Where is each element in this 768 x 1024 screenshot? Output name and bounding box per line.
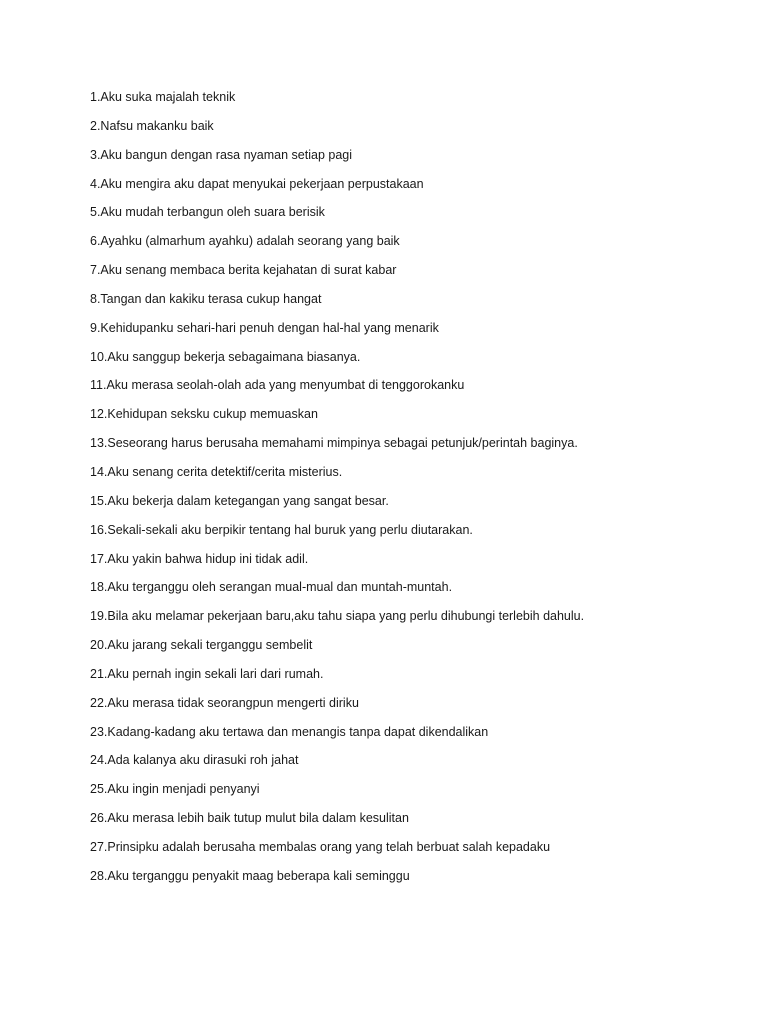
- statement-item: 12.Kehidupan seksku cukup memuaskan: [90, 407, 318, 422]
- statement-item: 26.Aku merasa lebih baik tutup mulut bila dalam kesulitan: [90, 811, 409, 826]
- statement-item: 22.Aku merasa tidak seorangpun mengerti diriku: [90, 695, 359, 710]
- statement-item: 15.Aku bekerja dalam ketegangan yang sangat besar.: [90, 493, 389, 508]
- statement-item: 28.Aku terganggu penyakit maag beberapa kali seminggu: [90, 868, 410, 883]
- statement-item: 18.Aku terganggu oleh serangan mual-mual dan muntah-muntah.: [90, 580, 453, 595]
- statement-item: 23.Kadang-kadang aku tertawa dan menangis tanpa dapat dikendalikan: [90, 724, 489, 739]
- statement-item: 7.Aku senang membaca berita kejahatan di surat kabar: [90, 263, 397, 278]
- statement-item: 13.Seseorang harus berusaha memahami mimpinya sebagai petunjuk/perintah baginya.: [90, 436, 578, 451]
- statement-item: 24.Ada kalanya aku dirasuki roh jahat: [90, 753, 299, 768]
- statement-item: 21.Aku pernah ingin sekali lari dari rumah.: [90, 666, 324, 681]
- statement-item: 14.Aku senang cerita detektif/cerita misterius.: [90, 464, 343, 479]
- statement-item: 25.Aku ingin menjadi penyanyi: [90, 782, 260, 797]
- statement-item: 16.Sekali-sekali aku berpikir tentang hal buruk yang perlu diutarakan.: [90, 522, 473, 537]
- statement-item: 3.Aku bangun dengan rasa nyaman setiap pagi: [90, 147, 352, 162]
- statement-item: 5.Aku mudah terbangun oleh suara berisik: [90, 205, 325, 220]
- statement-item: 8.Tangan dan kakiku terasa cukup hangat: [90, 291, 322, 306]
- statement-item: 17.Aku yakin bahwa hidup ini tidak adil.: [90, 551, 309, 566]
- statement-item: 27.Prinsipku adalah berusaha membalas orang yang telah berbuat salah kepadaku: [90, 839, 551, 854]
- statement-item: 11.Aku merasa seolah-olah ada yang menyumbat di tenggorokanku: [90, 378, 465, 393]
- statement-item: 2.Nafsu makanku baik: [90, 118, 214, 133]
- statement-item: 9.Kehidupanku sehari-hari penuh dengan hal-hal yang menarik: [90, 320, 439, 335]
- statement-item: 1.Aku suka majalah teknik: [90, 90, 236, 104]
- statement-item: 10.Aku sanggup bekerja sebagaimana biasanya.: [90, 349, 361, 364]
- statement-item: 19.Bila aku melamar pekerjaan baru,aku tahu siapa yang perlu dihubungi terlebih dahulu.: [90, 609, 585, 624]
- statement-item: 20.Aku jarang sekali terganggu sembelit: [90, 638, 313, 653]
- statement-item: 4.Aku mengira aku dapat menyukai pekerjaan perpustakaan: [90, 176, 424, 191]
- statement-item: 6.Ayahku (almarhum ayahku) adalah seorang yang baik: [90, 234, 400, 249]
- statement-list: [90, 88, 730, 896]
